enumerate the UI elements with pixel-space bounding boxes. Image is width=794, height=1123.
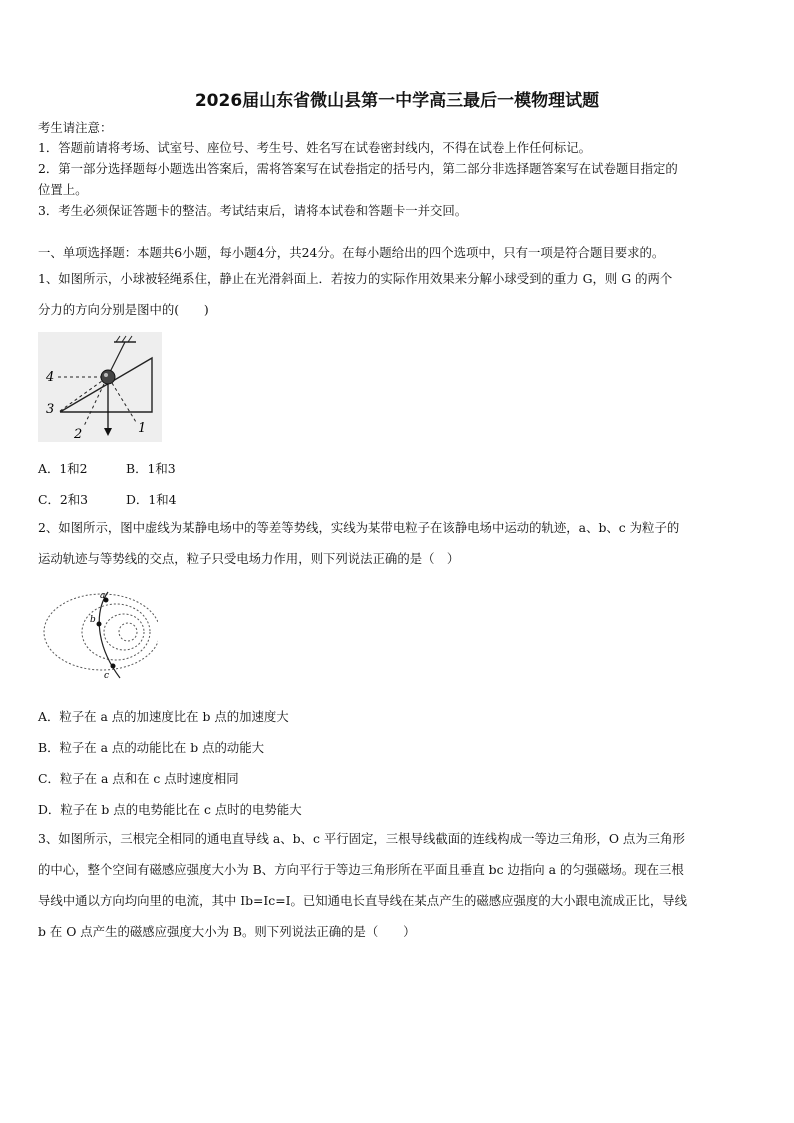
q1-option-b[interactable]: B．1和3 — [126, 461, 176, 476]
label-c: c — [104, 671, 110, 681]
q1-option-c[interactable]: C．2和3 — [38, 492, 89, 507]
label-4: 4 — [46, 370, 55, 385]
label-3: 3 — [46, 402, 55, 417]
q2-stem-line2: 运动轨迹与等势线的交点，粒子只受电场力作用，则下列说法正确的是（ ） — [38, 551, 460, 566]
label-b: b — [90, 615, 96, 625]
point-c — [111, 664, 116, 669]
q2-stem-line1: 2、如图所示，图中虚线为某静电场中的等差等势线，实线为某带电粒子在该静电场中运动的轨迹，a、b、c 为粒子的 — [38, 520, 680, 535]
label-a: a — [100, 591, 106, 601]
equipotential-inner — [104, 614, 144, 650]
q2-option-a[interactable]: A．粒子在 a 点的加速度比在 b 点的加速度大 — [38, 709, 289, 724]
particle-trajectory — [99, 592, 120, 678]
point-b — [97, 622, 102, 627]
notice-item-2-cont: 位置上。 — [38, 182, 88, 197]
label-1: 1 — [138, 421, 147, 436]
notice-item-2: 2．第一部分选择题每小题选出答案后，需将答案写在试卷指定的括号内，第二部分非选择题答案写在试卷题目指定的 — [38, 161, 678, 176]
q2-option-c[interactable]: C．粒子在 a 点和在 c 点时速度相同 — [38, 771, 239, 786]
equipotential-core — [119, 623, 137, 641]
q1-incline-figure — [38, 332, 162, 442]
notice-header: 考生请注意： — [38, 120, 113, 135]
q2-option-d[interactable]: D．粒子在 b 点的电势能比在 c 点时的电势能大 — [38, 802, 302, 817]
q3-stem-line3: 导线中通以方向均向里的电流，其中 Ib=Ic=I。已知通电长直导线在某点产生的磁感应强度的大小跟电流成正比，导线 — [38, 893, 688, 908]
section-heading: 一、单项选择题：本题共6小题，每小题4分，共24分。在每小题给出的四个选项中，只有一项是符合题目要求的。 — [38, 245, 665, 260]
notice-item-1: 1．答题前请将考场、试室号、座位号、考生号、姓名写在试卷密封线内，不得在试卷上作任何标记。 — [38, 140, 592, 155]
ball — [101, 370, 115, 384]
q2-option-b[interactable]: B．粒子在 a 点的动能比在 b 点的动能大 — [38, 740, 265, 755]
q1-option-d[interactable]: D．1和4 — [126, 492, 177, 507]
q3-stem-line2: 的中心，整个空间有磁感应强度大小为 B、方向平行于等边三角形所在平面且垂直 bc 边指向 a 的匀强磁场。现在三根 — [38, 862, 684, 877]
q1-option-a[interactable]: A．1和2 — [38, 461, 88, 476]
notice-item-3: 3．考生必须保证答题卡的整洁。考试结束后，请将本试卷和答题卡一并交回。 — [38, 203, 468, 218]
q3-stem-line1: 3、如图所示，三根完全相同的通电直导线 a、b、c 平行固定，三根导线截面的连线构成一等边三角形，O 点为三角形 — [38, 831, 685, 846]
page-title: 2026届山东省微山县第一中学高三最后一模物理试题 — [194, 91, 600, 111]
q2-field-figure — [38, 586, 158, 682]
q3-stem-line4: b 在 O 点产生的磁感应强度大小为 B。则下列说法正确的是（ ） — [38, 924, 416, 939]
equipotential-middle — [82, 604, 150, 660]
label-2: 2 — [74, 427, 83, 442]
q1-stem-line2: 分力的方向分别是图中的( ) — [38, 302, 209, 317]
q1-stem-line1: 1、如图所示，小球被轻绳系住，静止在光滑斜面上．若按力的实际作用效果来分解小球受到的重力 G，则 G 的两个 — [38, 271, 673, 286]
